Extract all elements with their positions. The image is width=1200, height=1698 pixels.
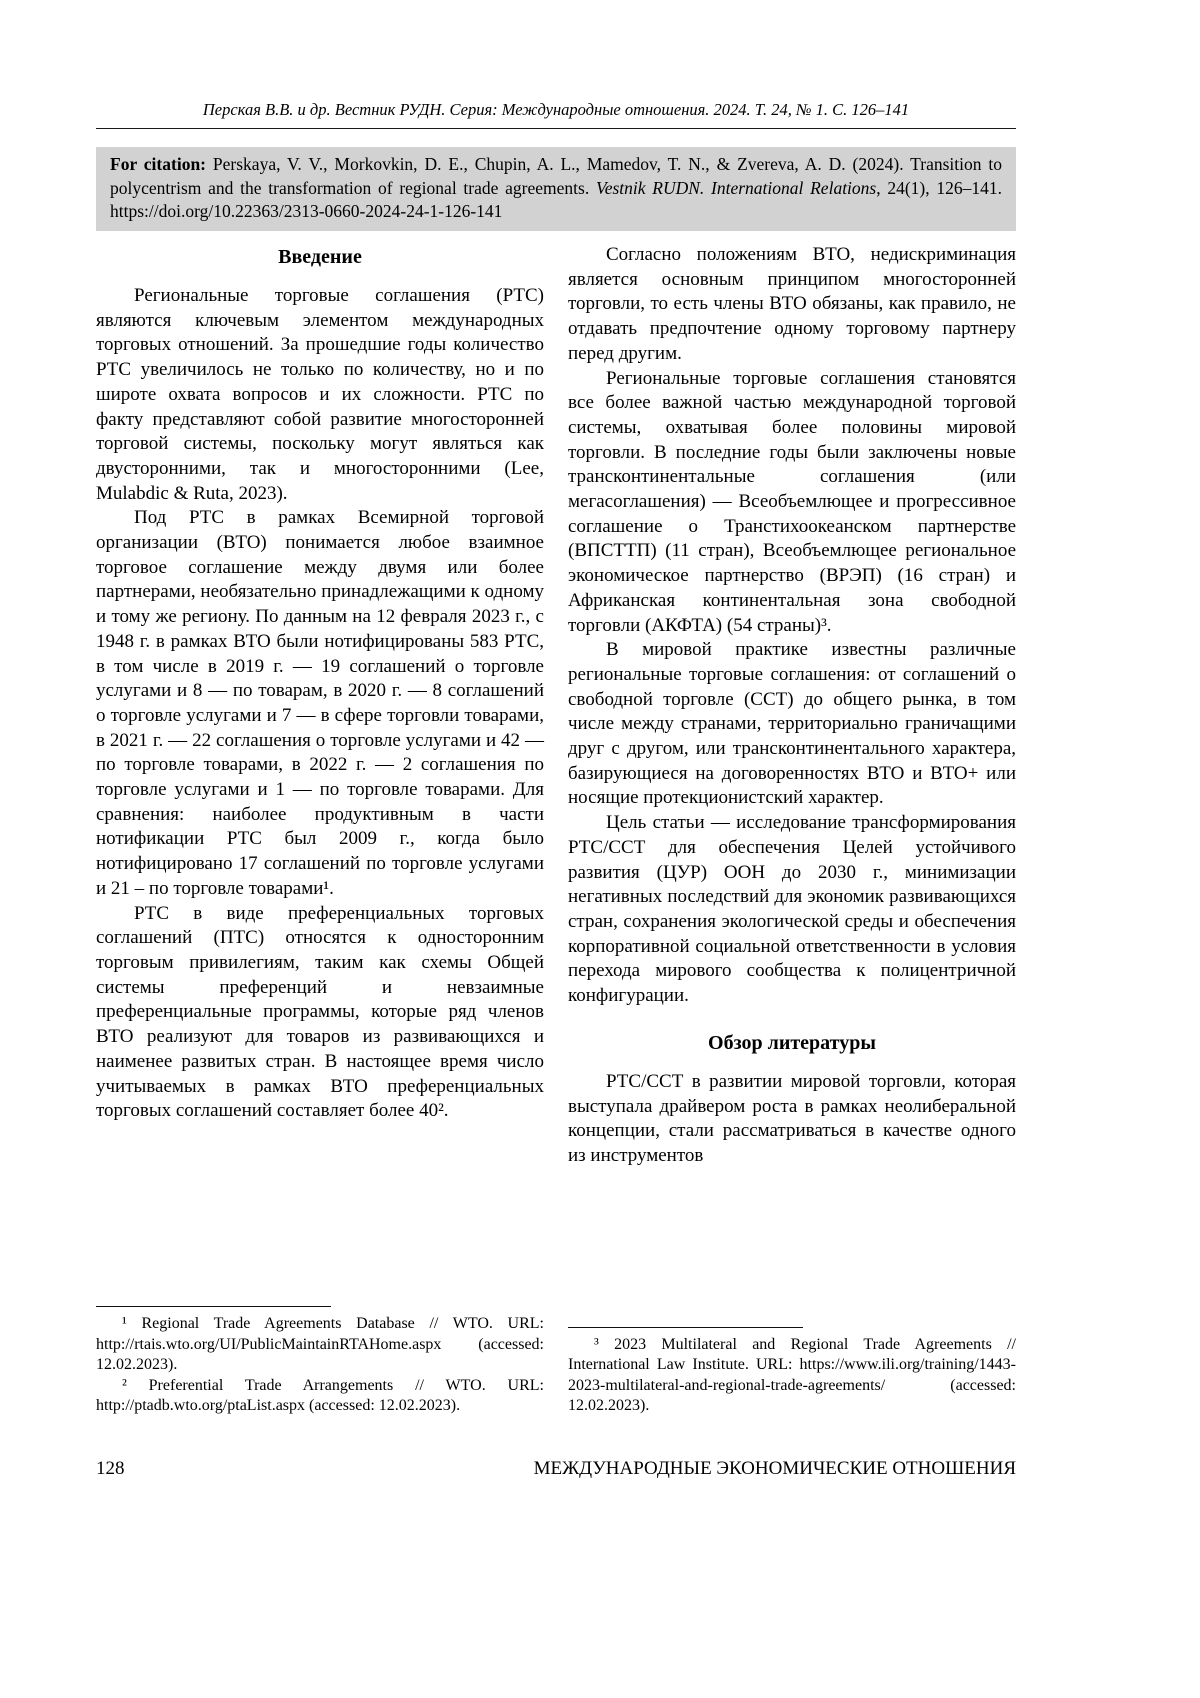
citation-label: For citation: xyxy=(110,154,207,174)
two-column-layout xyxy=(96,243,1016,1417)
left-column xyxy=(96,243,544,1417)
citation-body: Perskaya, V. V., Morkovkin, D. E., Chupin, A. L., Mamedov, T. N., & Zvereva, A. D. (2024). Transition to polycentrism and the transformation of regional trade agreements. xyxy=(110,154,1002,198)
paragraph: Согласно положениям ВТО, недискриминация является основным принципом многосторонней торговли, то есть члены ВТО обязаны, как правило, не отдавать предпочтение одному торговому партнеру перед другим. xyxy=(568,244,1016,364)
right-column xyxy=(568,243,1016,1417)
footnotes-left xyxy=(96,1302,544,1417)
page-number: 128 xyxy=(96,1458,125,1479)
paragraph: В мировой практике известны различные региональные торговые соглашения: от соглашений о свободной торговле (ССТ) до общего рынка, в том числе между странами, территориально граничащими друг с другом, или трансконтинентального характера, базирующиеся на договоренностях ВТО и ВТО+ или носящие протекционистский характер. xyxy=(568,639,1016,809)
footnote-3: ³ 2023 Multilateral and Regional Trade Agreements // International Law Institute. URL: https://www.ili.org/training/1443-2023-multilateral-and-regional-trade-agreements/ (accessed: 12.02.2023). xyxy=(568,1335,1016,1415)
citation-box xyxy=(96,147,1016,231)
footnote-separator xyxy=(96,1306,331,1307)
citation-doi: , 24(1), 126–141. https://doi.org/10.22363/2313-0660-2024-24-1-126-141 xyxy=(110,177,1003,221)
footnote-2: ² Preferential Trade Arrangements // WTO. URL: http://ptadb.wto.org/ptaList.aspx (accessed: 12.02.2023). xyxy=(96,1376,544,1415)
paragraph: РТС/ССТ в развитии мировой торговли, которая выступала драйвером роста в рамках неолиберальной концепции, стали рассматриваться в качестве одного из инструментов xyxy=(568,1070,1016,1166)
paragraph: Под РТС в рамках Всемирной торговой организации (ВТО) понимается любое взаимное торговое соглашение между двумя или более партнерами, необязательно принадлежащими к одному и тому же региону. По данным на 12 февраля 2023 г., с 1948 г. в рамках ВТО были нотифицированы 583 РТС, в том числе в 2019 г. — 19 соглашений о торговле услугами и 8 — по товарам, в 2020 г. — 8 соглашений о торговле услугами и 7 — в сфере торговли товарами, в 2021 г. — 22 соглашения о торговле услугами и 42 — по торговле товарами, в 2022 г. — 2 соглашения по торговле услугами и 1 — по торговле товарами. Для сравнения: наиболее продуктивным в части нотификации РТС был 2009 г., когда было нотифицировано 17 соглашений по торговле услугами и 21 – по торговле товарами¹. xyxy=(96,507,544,899)
paragraph: РТС в виде преференциальных торговых соглашений (ПТС) относятся к односторонним торговым привилегиям, таким как схемы Общей системы преференций и невзаимные преференциальные программы, которые ряд членов ВТО реализуют для товаров из развивающихся и наименее развитых стран. В настоящее время число учитываемых в рамках ВТО преференциальных торговых соглашений составляет более 40². xyxy=(96,902,544,1122)
paragraph: Региональные торговые соглашения (РТС) являются ключевым элементом международных торговых отношений. За прошедшие годы количество РТС увеличилось не только по количеству, но и по широте охвата вопросов и их сложности. РТС по факту представляют собой развитие многосторонней торговой системы, поскольку могут являться как двусторонними, так и многосторонними (Lee, Mulabdic & Ruta, 2023). xyxy=(96,285,544,504)
footnote-separator xyxy=(568,1327,803,1328)
footer-section-title: МЕЖДУНАРОДНЫЕ ЭКОНОМИЧЕСКИЕ ОТНОШЕНИЯ xyxy=(533,1458,1016,1479)
footnote-1: ¹ Regional Trade Agreements Database // WTO. URL: http://rtais.wto.org/UI/PublicMaintainRTAHome.aspx (accessed: 12.02.2023). xyxy=(96,1315,544,1374)
paragraph: Региональные торговые соглашения становятся все более важной частью международной торговой системы, охватывая более половины мировой торговли. В последние годы были заключены новые трансконтинентальные соглашения (или мегасоглашения) — Всеобъемлющее и прогрессивное соглашение о Транстихоокеанском партнерстве (ВПСТТП) (11 стран), Всеобъемлющее региональное экономическое партнерство (ВРЭП) (16 стран) и Африканская континентальная зона свободной торговли (АКФТА) (54 страны)³. xyxy=(568,367,1016,636)
section-heading-introduction: Введение xyxy=(278,246,362,268)
running-header-text: Перская В.В. и др. Вестник РУДН. Серия: Международные отношения. 2024. Т. 24, № 1. С. 126–141 xyxy=(202,100,910,119)
running-header xyxy=(96,100,1016,129)
section-heading-literature-review: Обзор литературы xyxy=(708,1031,876,1054)
paragraph: Цель статьи — исследование трансформирования РТС/ССТ для обеспечения Целей устойчивого развития (ЦУР) ООН до 2030 г., минимизации негативных последствий для экономик развивающихся стран, сохранения экологической среды и обеспечения корпоративной социальной ответственности в условия перехода мирового сообщества к полицентричной конфигурации. xyxy=(568,812,1016,1007)
page-footer xyxy=(96,1458,1016,1480)
footnotes-right xyxy=(568,1323,1016,1417)
citation-journal-title: Vestnik RUDN. International Relations xyxy=(595,177,877,198)
